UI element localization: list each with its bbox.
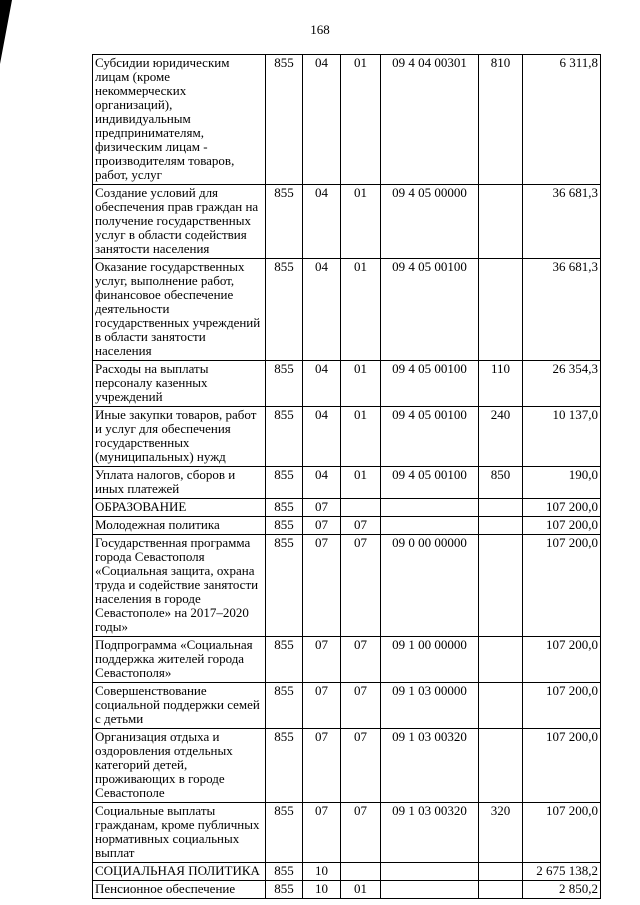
table-row	[93, 863, 601, 881]
budget-table-body	[93, 55, 601, 899]
section-code-cell: 07	[303, 517, 341, 535]
subsection-code-cell: 07	[341, 729, 381, 803]
amount-cell: 107 200,0	[523, 803, 601, 863]
ministry-code-cell: 855	[266, 637, 303, 683]
target-article-cell: 09 4 05 00100	[381, 361, 479, 407]
page-number: 168	[310, 22, 330, 37]
target-article-cell	[381, 881, 479, 899]
expense-type-cell	[479, 517, 523, 535]
table-row	[93, 535, 601, 637]
ministry-code-cell: 855	[266, 499, 303, 517]
expense-type-cell: 850	[479, 467, 523, 499]
subsection-code-cell: 07	[341, 535, 381, 637]
row-name-cell: СОЦИАЛЬНАЯ ПОЛИТИКА	[93, 863, 266, 881]
row-name-cell: Создание условий для обеспечения прав граждан на получение государственных услуг в области содействия занятости населения	[93, 185, 266, 259]
section-code-cell: 04	[303, 259, 341, 361]
section-code-cell: 07	[303, 683, 341, 729]
row-name-cell: Социальные выплаты гражданам, кроме публичных нормативных социальных выплат	[93, 803, 266, 863]
expense-type-cell	[479, 683, 523, 729]
expense-type-cell	[479, 185, 523, 259]
amount-cell: 36 681,3	[523, 185, 601, 259]
row-name-cell: ОБРАЗОВАНИЕ	[93, 499, 266, 517]
expense-type-cell	[479, 881, 523, 899]
expense-type-cell: 110	[479, 361, 523, 407]
target-article-cell: 09 4 05 00100	[381, 467, 479, 499]
section-code-cell: 07	[303, 803, 341, 863]
table-row	[93, 637, 601, 683]
subsection-code-cell: 01	[341, 407, 381, 467]
target-article-cell: 09 4 05 00100	[381, 407, 479, 467]
section-code-cell: 10	[303, 881, 341, 899]
ministry-code-cell: 855	[266, 517, 303, 535]
amount-cell: 190,0	[523, 467, 601, 499]
amount-cell: 107 200,0	[523, 729, 601, 803]
row-name-cell: Субсидии юридическим лицам (кроме некоммерческих организаций), индивидуальным предпринимателям, физическим лицам - производителям товаров, работ, услуг	[93, 55, 266, 185]
row-name-cell: Уплата налогов, сборов и иных платежей	[93, 467, 266, 499]
expense-type-cell	[479, 637, 523, 683]
subsection-code-cell: 01	[341, 185, 381, 259]
amount-cell: 2 675 138,2	[523, 863, 601, 881]
section-code-cell: 04	[303, 407, 341, 467]
section-code-cell: 07	[303, 535, 341, 637]
ministry-code-cell: 855	[266, 863, 303, 881]
expense-type-cell	[479, 535, 523, 637]
row-name-cell: Организация отдыха и оздоровления отдельных категорий детей, проживающих в городе Севастополе	[93, 729, 266, 803]
budget-table	[92, 54, 601, 899]
ministry-code-cell: 855	[266, 683, 303, 729]
table-row	[93, 683, 601, 729]
subsection-code-cell: 01	[341, 361, 381, 407]
target-article-cell	[381, 863, 479, 881]
subsection-code-cell: 07	[341, 637, 381, 683]
expense-type-cell: 240	[479, 407, 523, 467]
row-name-cell: Оказание государственных услуг, выполнение работ, финансовое обеспечение деятельности государственных учреждений в области занятости населения	[93, 259, 266, 361]
ministry-code-cell: 855	[266, 185, 303, 259]
target-article-cell: 09 4 04 00301	[381, 55, 479, 185]
table-row	[93, 185, 601, 259]
subsection-code-cell: 01	[341, 55, 381, 185]
subsection-code-cell: 07	[341, 803, 381, 863]
row-name-cell: Молодежная политика	[93, 517, 266, 535]
ministry-code-cell: 855	[266, 407, 303, 467]
subsection-code-cell	[341, 499, 381, 517]
amount-cell: 10 137,0	[523, 407, 601, 467]
target-article-cell: 09 1 03 00320	[381, 729, 479, 803]
section-code-cell: 10	[303, 863, 341, 881]
table-row	[93, 499, 601, 517]
ministry-code-cell: 855	[266, 361, 303, 407]
target-article-cell: 09 4 05 00100	[381, 259, 479, 361]
amount-cell: 107 200,0	[523, 535, 601, 637]
subsection-code-cell: 01	[341, 467, 381, 499]
row-name-cell: Иные закупки товаров, работ и услуг для обеспечения государственных (муниципальных) нужд	[93, 407, 266, 467]
row-name-cell: Расходы на выплаты персоналу казенных учреждений	[93, 361, 266, 407]
amount-cell: 36 681,3	[523, 259, 601, 361]
table-row	[93, 517, 601, 535]
row-name-cell: Совершенствование социальной поддержки семей с детьми	[93, 683, 266, 729]
target-article-cell: 09 1 03 00000	[381, 683, 479, 729]
subsection-code-cell: 01	[341, 881, 381, 899]
subsection-code-cell: 07	[341, 683, 381, 729]
table-row	[93, 803, 601, 863]
expense-type-cell	[479, 259, 523, 361]
ministry-code-cell: 855	[266, 259, 303, 361]
subsection-code-cell	[341, 863, 381, 881]
row-name-cell: Государственная программа города Севастополя «Социальная защита, охрана труда и содействие занятости населения в городе Севастополе» на 2017–2020 годы»	[93, 535, 266, 637]
amount-cell: 107 200,0	[523, 637, 601, 683]
amount-cell: 107 200,0	[523, 517, 601, 535]
table-row	[93, 55, 601, 185]
ministry-code-cell: 855	[266, 55, 303, 185]
table-row	[93, 729, 601, 803]
expense-type-cell	[479, 863, 523, 881]
amount-cell: 107 200,0	[523, 499, 601, 517]
section-code-cell: 04	[303, 185, 341, 259]
expense-type-cell	[479, 729, 523, 803]
expense-type-cell: 320	[479, 803, 523, 863]
ministry-code-cell: 855	[266, 803, 303, 863]
expense-type-cell	[479, 499, 523, 517]
target-article-cell: 09 0 00 00000	[381, 535, 479, 637]
subsection-code-cell: 01	[341, 259, 381, 361]
table-row	[93, 881, 601, 899]
target-article-cell: 09 1 03 00320	[381, 803, 479, 863]
table-row	[93, 361, 601, 407]
section-code-cell: 07	[303, 637, 341, 683]
amount-cell: 26 354,3	[523, 361, 601, 407]
ministry-code-cell: 855	[266, 881, 303, 899]
section-code-cell: 04	[303, 467, 341, 499]
amount-cell: 107 200,0	[523, 683, 601, 729]
section-code-cell: 07	[303, 729, 341, 803]
subsection-code-cell: 07	[341, 517, 381, 535]
table-row	[93, 259, 601, 361]
table-row	[93, 467, 601, 499]
ministry-code-cell: 855	[266, 467, 303, 499]
ministry-code-cell: 855	[266, 729, 303, 803]
target-article-cell	[381, 499, 479, 517]
section-code-cell: 04	[303, 361, 341, 407]
target-article-cell	[381, 517, 479, 535]
row-name-cell: Пенсионное обеспечение	[93, 881, 266, 899]
amount-cell: 2 850,2	[523, 881, 601, 899]
ministry-code-cell: 855	[266, 535, 303, 637]
section-code-cell: 07	[303, 499, 341, 517]
target-article-cell: 09 4 05 00000	[381, 185, 479, 259]
target-article-cell: 09 1 00 00000	[381, 637, 479, 683]
amount-cell: 6 311,8	[523, 55, 601, 185]
section-code-cell: 04	[303, 55, 341, 185]
expense-type-cell: 810	[479, 55, 523, 185]
table-row	[93, 407, 601, 467]
row-name-cell: Подпрограмма «Социальная поддержка жителей города Севастополя»	[93, 637, 266, 683]
